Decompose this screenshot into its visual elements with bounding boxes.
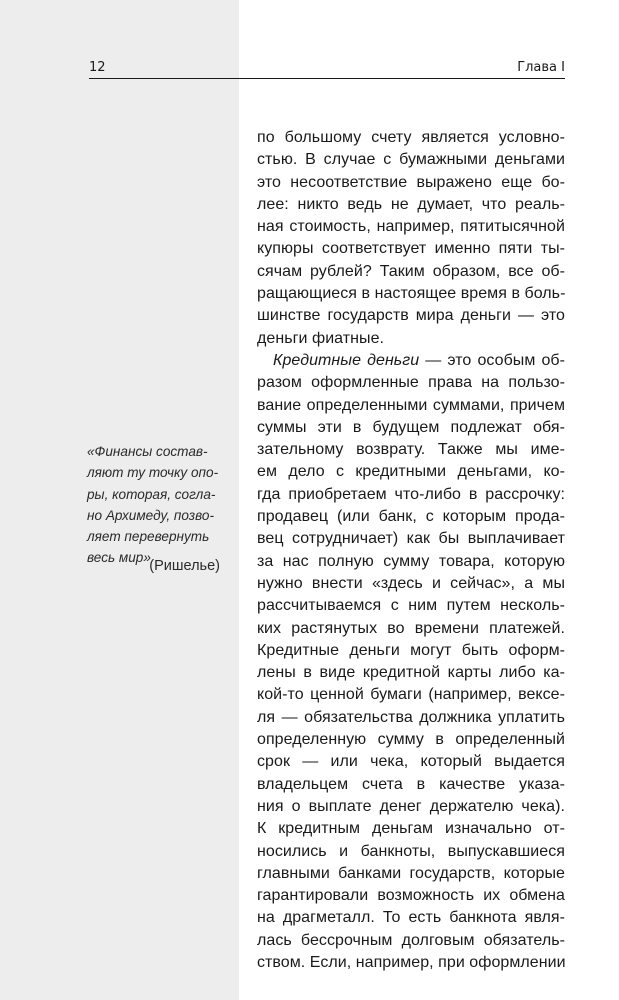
quote-line: ляют ту точку опо- [87, 465, 219, 481]
text-line: вание определенными суммами, причем [257, 396, 565, 414]
running-header [89, 58, 565, 79]
text-line: главными банками государств, которые [257, 864, 565, 882]
text-line: лась бессрочным долговым обязатель- [257, 931, 565, 949]
text-line: деньги фиатные. [257, 329, 385, 347]
text-line: К кредитным деньгам изначально от- [257, 820, 565, 838]
quote-attribution: (Ришелье) [149, 558, 220, 574]
text-line: ния о выплате денег держателю чека). [257, 797, 565, 815]
text-line: стью. В случае с бумажными деньгами [257, 151, 565, 169]
text-line: ких растянутых во времени платежей. [257, 619, 565, 637]
quote-line: «Финансы состав- [87, 444, 208, 459]
text-line: вец сотрудничает) как бы выплачивает [257, 530, 565, 548]
text-line-term [257, 350, 565, 372]
text-line: носились и банкноты, выпускавшиеся [257, 842, 565, 860]
main-text [257, 127, 565, 974]
pull-quote [87, 441, 222, 569]
text-line: за нас полную сумму товара, которую [257, 552, 565, 570]
text-line: лены в виде кредитной карты либо ка- [257, 664, 565, 682]
text-line: купюры соответствует именно пяти ты- [257, 240, 565, 258]
text-line: на драгметалл. То есть банкнота явля- [257, 909, 565, 927]
text-line: нужно внести «здесь и сейчас», а мы [257, 574, 565, 592]
text-line: гарантировали возможность их обмена [257, 887, 565, 905]
term-continuation: — это особым об- [419, 351, 565, 369]
chapter-title: Глава I [517, 60, 565, 75]
text-line: лее: никто ведь не думает, что реаль- [257, 195, 565, 213]
text-line: владельцем счета в качестве указа- [257, 775, 565, 793]
text-line: по большому счету является условно- [257, 129, 565, 146]
text-line: это несоответствие выражено еще бо- [257, 173, 565, 191]
text-line: рассчитываемся с ним путем несколь- [257, 597, 565, 615]
text-line: шинстве государств мира деньги — это [257, 307, 565, 325]
text-line: сячам рублей? Таким образом, все об- [257, 262, 565, 280]
text-line: зательному возврату. Также мы име- [257, 441, 565, 459]
text-line: ная стоимость, например, пятитысячной [257, 218, 565, 236]
text-line: продавец (или банк, с которым прода- [257, 508, 565, 526]
text-line: Кредитные деньги могут быть оформ- [257, 641, 565, 659]
text-line: разом оформленные права на пользо- [257, 374, 565, 392]
text-line: определенную сумму в определенный [257, 731, 565, 749]
page-number: 12 [89, 60, 106, 75]
text-line: гда приобретаем что-либо в рассрочку: [257, 485, 565, 503]
defined-term: Кредитные деньги [273, 351, 420, 369]
text-line: кой-то ценной бумаги (например, вексе- [257, 686, 565, 704]
text-line: суммы эти в будущем подлежат обя- [257, 418, 565, 436]
text-line: ля — обязательства должника уплатить [257, 708, 565, 726]
quote-line: ры, которая, согла- [87, 486, 216, 502]
text-line: ращающиеся в настоящее время в боль- [257, 285, 566, 303]
text-line: срок — или чека, который выдается [257, 753, 565, 771]
text-line: ством. Если, например, при оформлении [257, 953, 566, 971]
quote-line: ляет перевернуть [87, 529, 210, 545]
quote-line: весь мир» [87, 550, 151, 566]
quote-line: но Архимеду, позво- [87, 507, 214, 523]
text-line: ем дело с кредитными деньгами, ко- [257, 463, 565, 481]
